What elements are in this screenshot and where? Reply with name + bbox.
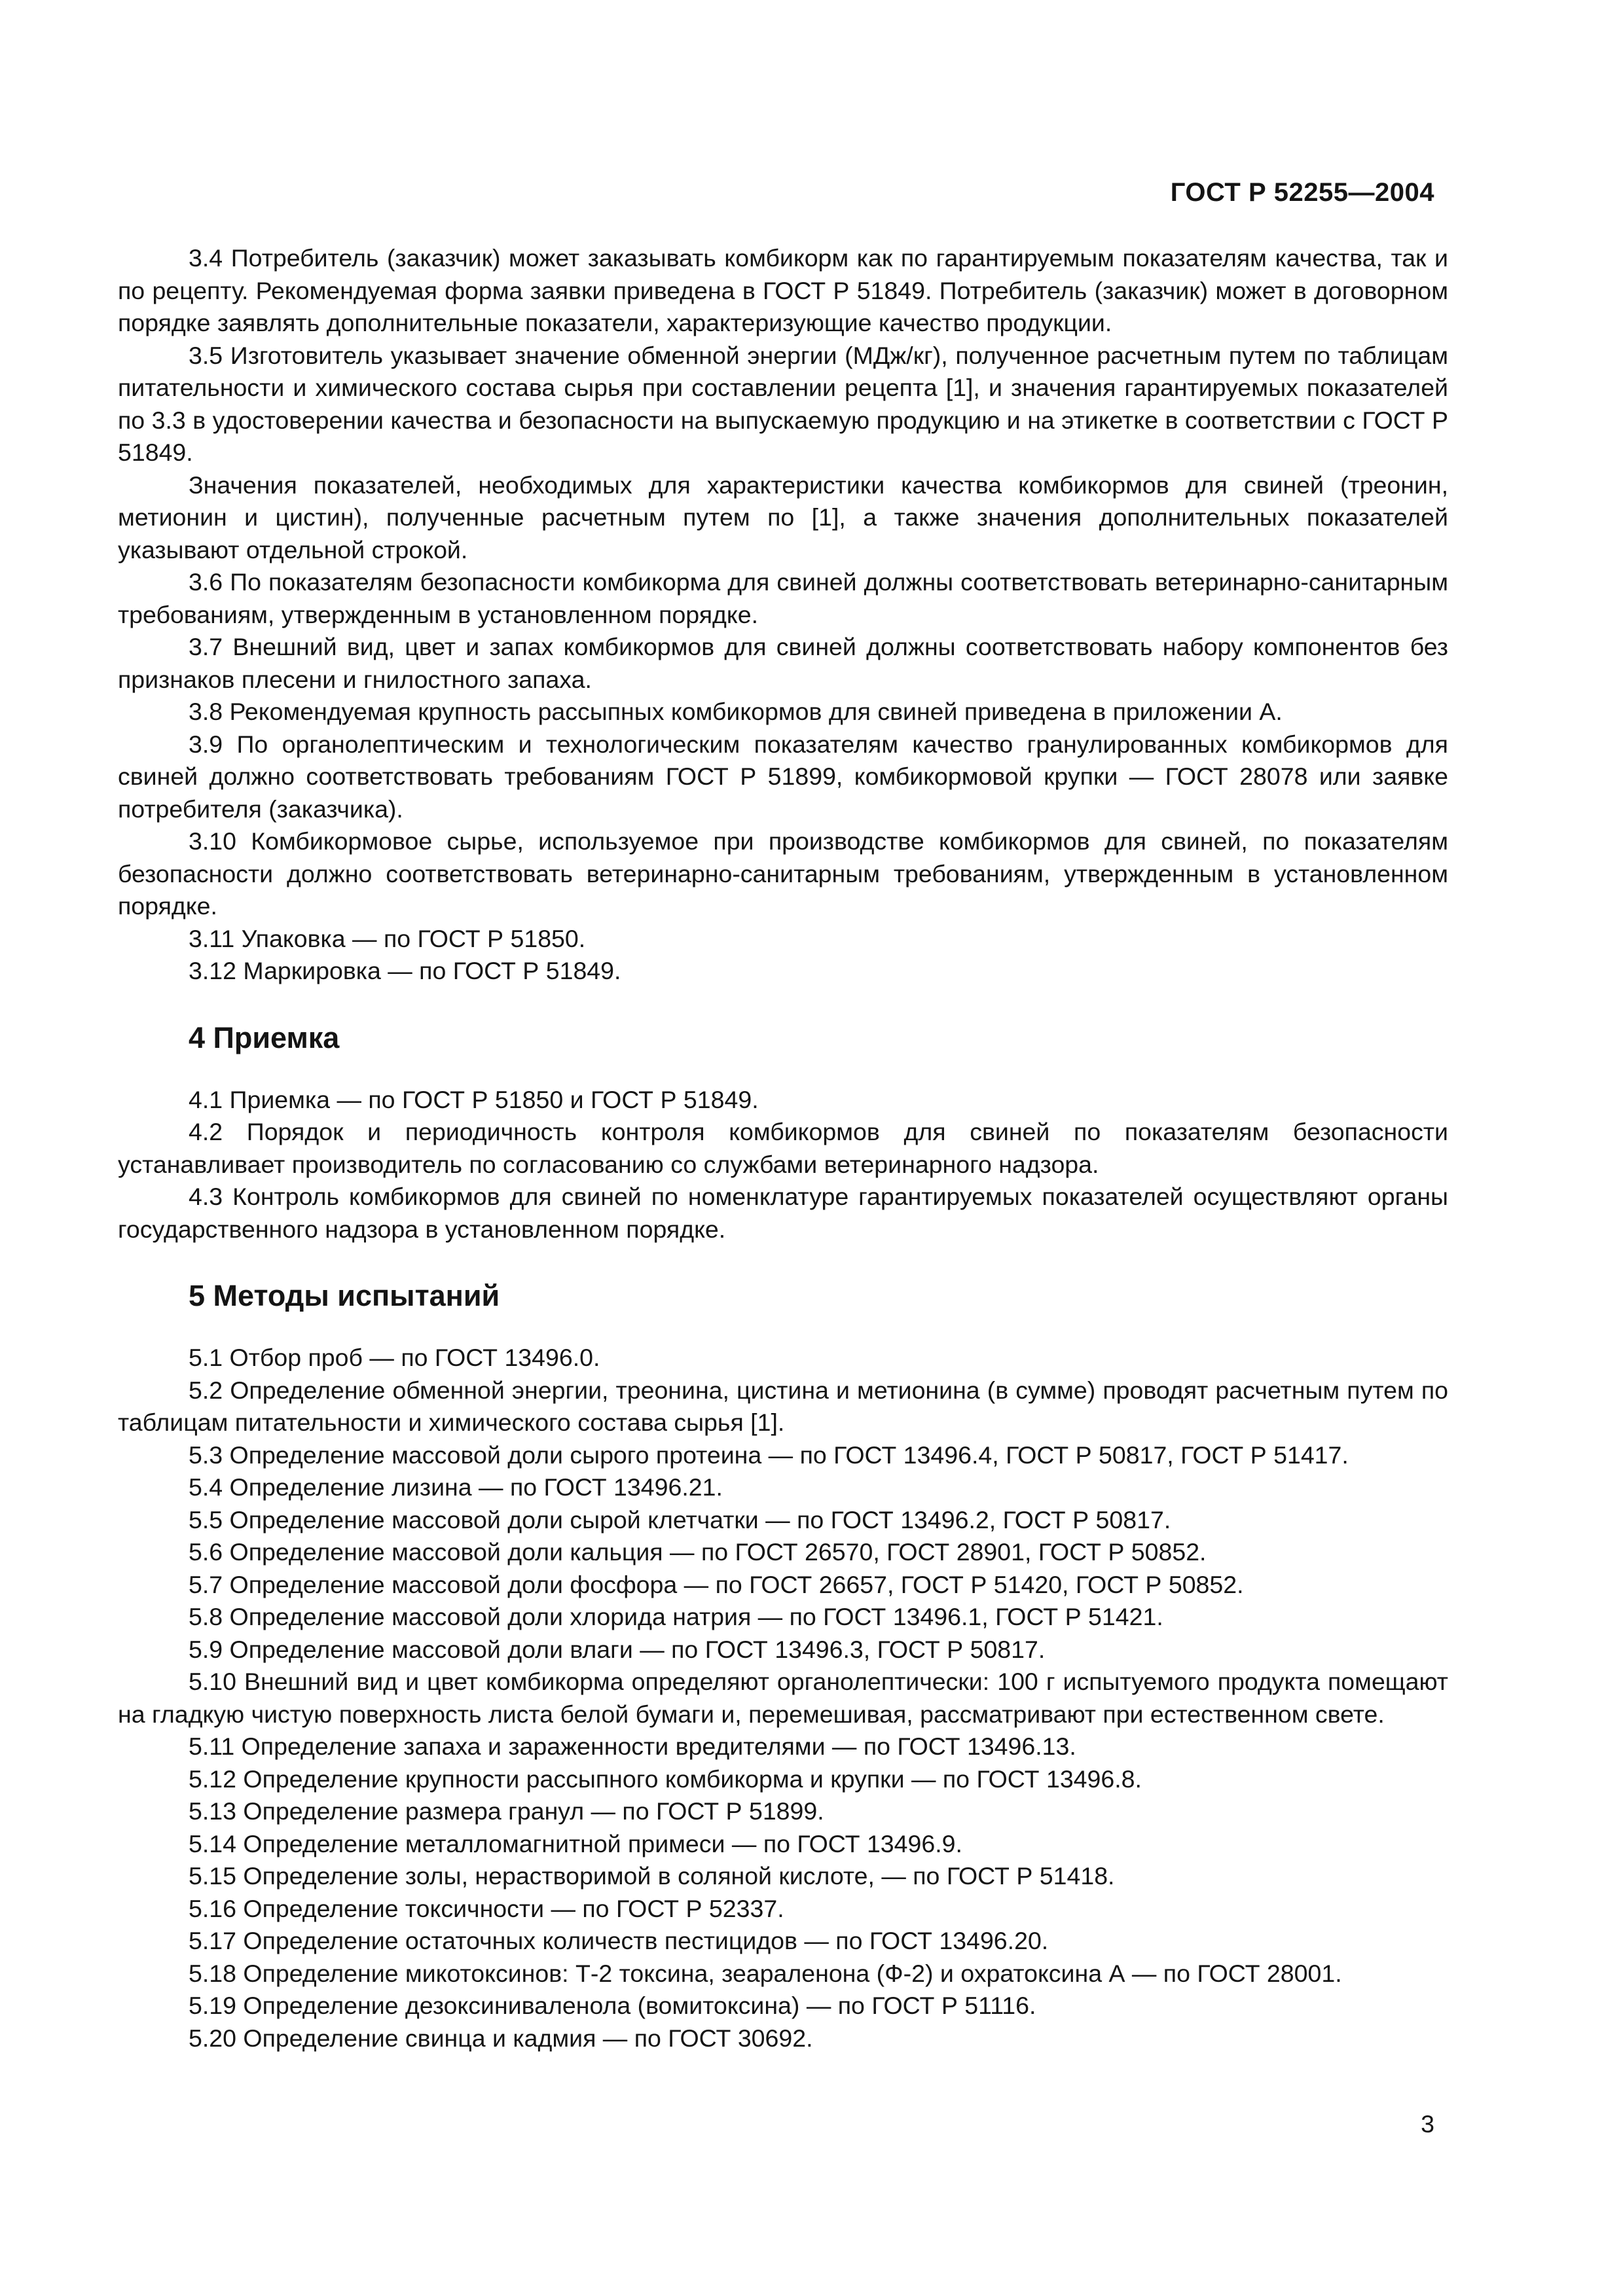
- paragraph-5-9: 5.9 Определение массовой доли влаги — по ГОСТ 13496.3, ГОСТ Р 50817.: [189, 1635, 1046, 1663]
- section-4-heading: 4 Приемка: [189, 1020, 340, 1054]
- paragraph-4-1: 4.1 Приемка — по ГОСТ Р 51850 и ГОСТ Р 51849.: [189, 1085, 759, 1113]
- paragraph-4-3: 4.3 Контроль комбикормов для свиней по номенклатуре гарантируемых показателей осуществляют органы государственного надзора в установленном порядке.: [118, 1183, 1448, 1243]
- section-5-heading: 5 Методы испытаний: [189, 1279, 500, 1312]
- paragraph-5-3: 5.3 Определение массовой доли сырого протеина — по ГОСТ 13496.4, ГОСТ Р 50817, ГОСТ Р 51417.: [189, 1441, 1349, 1469]
- paragraph-5-5: 5.5 Определение массовой доли сырой клетчатки — по ГОСТ 13496.2, ГОСТ Р 50817.: [189, 1505, 1171, 1534]
- paragraph-5-16: 5.16 Определение токсичности — по ГОСТ Р 52337.: [189, 1894, 784, 1922]
- paragraph-5-17: 5.17 Определение остаточных количеств пестицидов — по ГОСТ 13496.20.: [189, 1927, 1049, 1954]
- paragraph-3-12: 3.12 Маркировка — по ГОСТ Р 51849.: [189, 957, 621, 984]
- document-body: [118, 242, 1448, 2054]
- section-3-requirements: [118, 242, 1448, 988]
- paragraph-3-6: 3.6 По показателям безопасности комбикорма для свиней должны соответствовать ветеринарно-санитарным требованиям, утвержденным в установленном порядке.: [118, 568, 1448, 628]
- paragraph-3-9: 3.9 По органолептическим и технологическим показателям качество гранулированных комбикормов для свиней должно соответствовать требованиям ГОСТ Р 51899, комбикормовой крупки — ГОСТ 28078 или заявке потребителя (заказчика).: [118, 730, 1448, 823]
- section-5-test-methods: [118, 1342, 1448, 2054]
- paragraph-5-18: 5.18 Определение микотоксинов: Т-2 токсина, зеараленона (Ф-2) и охратоксина А — по ГОСТ 28001.: [189, 1959, 1342, 1987]
- paragraph-3-4: 3.4 Потребитель (заказчик) может заказывать комбикорм как по гарантируемым показателям качества, так и по рецепту. Рекомендуемая форма заявки приведена в ГОСТ Р 51849. Потребитель (заказчик) может в договорном порядке заявлять дополнительные показатели, характеризующие качество продукции.: [118, 244, 1448, 336]
- paragraph-5-20: 5.20 Определение свинца и кадмия — по ГОСТ 30692.: [189, 2024, 813, 2052]
- paragraph-3-5-continuation: Значения показателей, необходимых для характеристики качества комбикормов для свиней (треонин, метионин и цистин), полученные расчетным путем по [1], а также значения дополнительных показателей указывают отдельной строкой.: [118, 471, 1448, 564]
- paragraph-5-6: 5.6 Определение массовой доли кальция — по ГОСТ 26570, ГОСТ 28901, ГОСТ Р 50852.: [189, 1538, 1207, 1566]
- paragraph-5-12: 5.12 Определение крупности рассыпного комбикорма и крупки — по ГОСТ 13496.8.: [189, 1765, 1142, 1793]
- document-header-standard-number: ГОСТ Р 52255—2004: [1170, 178, 1434, 207]
- paragraph-5-2: 5.2 Определение обменной энергии, треонина, цистина и метионина (в сумме) проводят расчетным путем по таблицам питательности и химического состава сырья [1].: [118, 1376, 1448, 1436]
- paragraph-5-15: 5.15 Определение золы, нерастворимой в соляной кислоте, — по ГОСТ Р 51418.: [189, 1862, 1115, 1890]
- paragraph-5-14: 5.14 Определение металломагнитной примеси — по ГОСТ 13496.9.: [189, 1829, 962, 1857]
- section-4-acceptance: [118, 1084, 1448, 1246]
- paragraph-5-4: 5.4 Определение лизина — по ГОСТ 13496.21.: [189, 1473, 723, 1501]
- paragraph-5-8: 5.8 Определение массовой доли хлорида натрия — по ГОСТ 13496.1, ГОСТ Р 51421.: [189, 1603, 1163, 1630]
- paragraph-5-10: 5.10 Внешний вид и цвет комбикорма определяют органолептически: 100 г испытуемого продукта помещают на гладкую чистую поверхность листа белой бумаги и, перемешивая, рассматривают при естественном свете.: [118, 1668, 1448, 1728]
- paragraph-5-1: 5.1 Отбор проб — по ГОСТ 13496.0.: [189, 1344, 600, 1371]
- paragraph-5-19: 5.19 Определение дезоксиниваленола (вомитоксина) — по ГОСТ Р 51116.: [189, 1992, 1036, 2019]
- paragraph-5-11: 5.11 Определение запаха и зараженности вредителями — по ГОСТ 13496.13.: [189, 1732, 1076, 1760]
- paragraph-3-7: 3.7 Внешний вид, цвет и запах комбикормов для свиней должны соответствовать набору компонентов без признаков плесени и гнилостного запаха.: [118, 633, 1448, 693]
- paragraph-5-7: 5.7 Определение массовой доли фосфора — по ГОСТ 26657, ГОСТ Р 51420, ГОСТ Р 50852.: [189, 1570, 1244, 1598]
- paragraph-4-2: 4.2 Порядок и периодичность контроля комбикормов для свиней по показателям безопасности устанавливает производитель по согласованию со службами ветеринарного надзора.: [118, 1118, 1448, 1178]
- paragraph-3-10: 3.10 Комбикормовое сырье, используемое при производстве комбикормов для свиней, по показателям безопасности должно соответствовать ветеринарно-санитарным требованиям, утвержденным в установленном порядке.: [118, 827, 1448, 920]
- paragraph-3-8: 3.8 Рекомендуемая крупность рассыпных комбикормов для свиней приведена в приложении А.: [189, 698, 1283, 725]
- paragraph-5-13: 5.13 Определение размера гранул — по ГОСТ Р 51899.: [189, 1797, 824, 1825]
- paragraph-3-11: 3.11 Упаковка — по ГОСТ Р 51850.: [189, 924, 586, 952]
- page-number: 3: [1421, 2110, 1434, 2138]
- paragraph-3-5: 3.5 Изготовитель указывает значение обменной энергии (МДж/кг), полученное расчетным путем по таблицам питательности и химического состава сырья при составлении рецепта [1], и значения гарантируемых показателей по 3.3 в удостоверении качества и безопасности на выпускаемую продукцию и на этикетке в соответствии с ГОСТ Р 51849.: [118, 341, 1448, 466]
